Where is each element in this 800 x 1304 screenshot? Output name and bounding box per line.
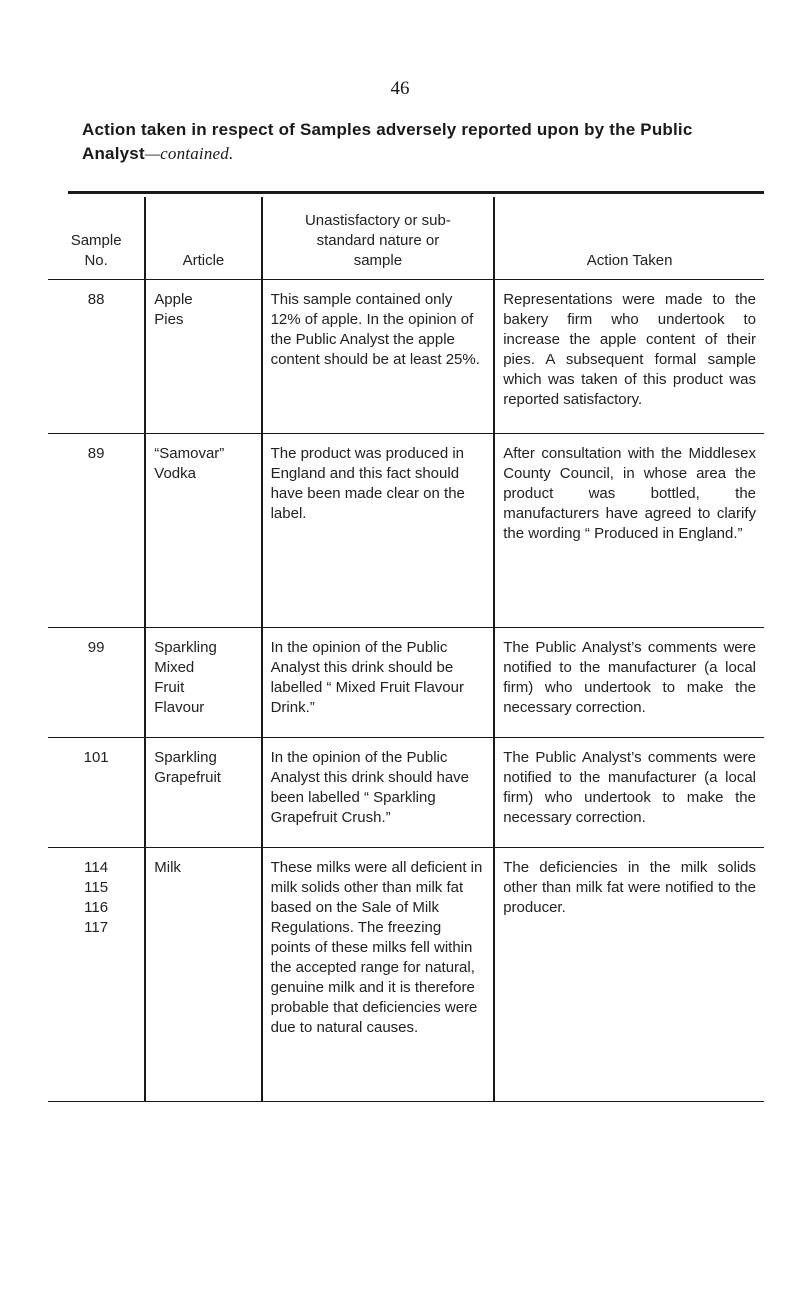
article-cell: Apple Pies bbox=[145, 280, 261, 434]
sample-no-cell: 88 bbox=[48, 280, 145, 434]
table-row bbox=[48, 848, 764, 1102]
table-row bbox=[48, 628, 764, 738]
action-cell: The deficiencies in the milk solids other than milk fat were notified to the producer. bbox=[494, 848, 764, 1102]
table-row bbox=[48, 434, 764, 628]
article-cell: Sparkling Grapefruit bbox=[145, 738, 261, 848]
header-nature: Unastisfactory or sub- standard nature or sample bbox=[262, 197, 495, 280]
top-rule bbox=[68, 191, 764, 194]
nature-cell: The product was produced in England and this fact should have been made clear on the label. bbox=[262, 434, 495, 628]
sample-no-cell: 114 115 116 117 bbox=[48, 848, 145, 1102]
action-cell: Representations were made to the bakery firm who undertook to increase the apple content of their pies. A subsequent formal sample which was taken of this product was reported satisfactory. bbox=[494, 280, 764, 434]
page-heading bbox=[82, 118, 758, 166]
header-action: Action Taken bbox=[494, 197, 764, 280]
nature-cell: This sample contained only 12% of apple. In the opinion of the Public Analyst the apple content should be at least 25%. bbox=[262, 280, 495, 434]
table-header-row bbox=[48, 197, 764, 280]
action-cell: After consultation with the Middlesex County Council, in whose area the product was bottled, the manufacturers have agreed to clarify the wording “ Produced in England.” bbox=[494, 434, 764, 628]
nature-cell: In the opinion of the Public Analyst this drink should have been labelled “ Sparkling Grapefruit Crush.” bbox=[262, 738, 495, 848]
action-cell: The Public Analyst’s comments were notified to the manufacturer (a local firm) who undertook to make the necessary correction. bbox=[494, 738, 764, 848]
nature-cell: These milks were all deficient in milk solids other than milk fat based on the Sale of Milk Regulations. The freezing points of these milks fell within the accepted range for natural, genuine milk and it is therefore probable that deficiencies were due to natural causes. bbox=[262, 848, 495, 1102]
article-cell: Sparkling Mixed Fruit Flavour bbox=[145, 628, 261, 738]
article-cell: Milk bbox=[145, 848, 261, 1102]
samples-table bbox=[48, 197, 764, 1102]
header-article: Article bbox=[145, 197, 261, 280]
table-row bbox=[48, 280, 764, 434]
sample-no-cell: 89 bbox=[48, 434, 145, 628]
article-cell: “Samovar” Vodka bbox=[145, 434, 261, 628]
sample-no-cell: 99 bbox=[48, 628, 145, 738]
nature-cell: In the opinion of the Public Analyst this drink should be labelled “ Mixed Fruit Flavour Drink.” bbox=[262, 628, 495, 738]
action-cell: The Public Analyst’s comments were notified to the manufacturer (a local firm) who undertook to make the necessary correction. bbox=[494, 628, 764, 738]
sample-no-cell: 101 bbox=[48, 738, 145, 848]
page-number: 46 bbox=[390, 78, 410, 99]
heading-title: Action taken in respect of Samples adversely reported upon by the Public Analyst bbox=[82, 120, 693, 163]
header-sample-no: Sample No. bbox=[48, 197, 145, 280]
table-row bbox=[48, 738, 764, 848]
heading-suffix: —contained. bbox=[144, 144, 234, 163]
